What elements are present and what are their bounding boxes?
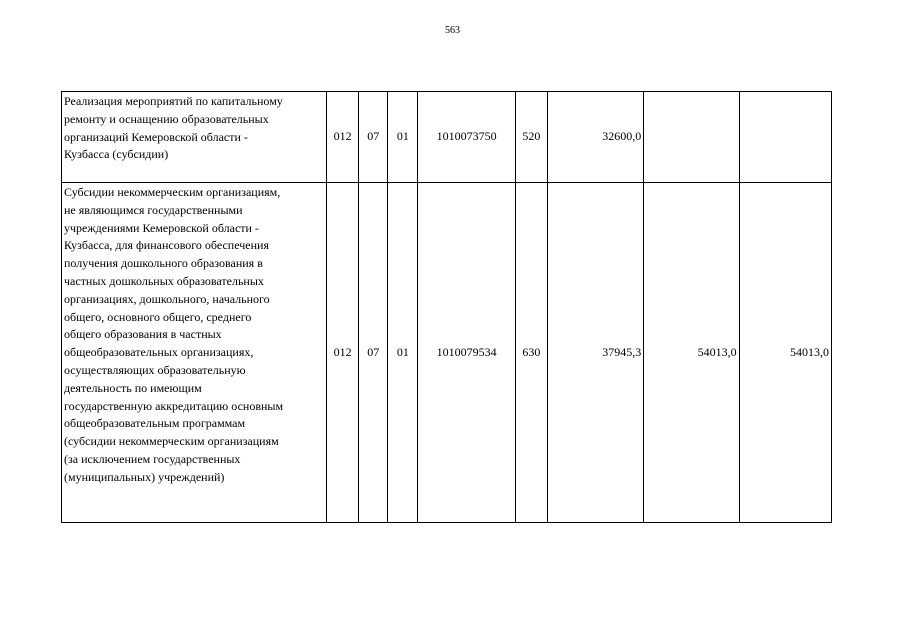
ministry-code: 012 — [327, 183, 359, 523]
amount-year-3: 54013,0 — [739, 183, 831, 523]
subsection-code: 01 — [388, 92, 418, 183]
page-number: 563 — [445, 25, 460, 36]
amount-year-2: 54013,0 — [644, 183, 739, 523]
amount-year-1: 32600,0 — [547, 92, 643, 183]
amount-year-2 — [644, 92, 739, 183]
row-description: Субсидии некоммерческим организациям, не являющимся государственными учреждениями Кемеровской области - Кузбасса, для финансового обеспечения получения дошкольного образования в частных дошкольных образовательных организациях, дошкольного, начального общего, основного общего, среднего общего образования в частных общеобразовательных организациях, осуществляющих образовательную деятельность по имеющим государственную аккредитацию основным общеобразовательным программам (субсидии некоммерческим организациям (за исключением государственных (муниципальных) учреждений) — [62, 183, 327, 523]
expense-type-code: 630 — [515, 183, 547, 523]
table-row — [62, 183, 832, 523]
target-article-code: 1010073750 — [418, 92, 515, 183]
section-code: 07 — [359, 92, 388, 183]
budget-table — [61, 91, 832, 523]
amount-year-1: 37945,3 — [547, 183, 643, 523]
ministry-code: 012 — [327, 92, 359, 183]
target-article-code: 1010079534 — [418, 183, 515, 523]
expense-type-code: 520 — [515, 92, 547, 183]
section-code: 07 — [359, 183, 388, 523]
row-description: Реализация мероприятий по капитальному ремонту и оснащению образовательных организаций Кемеровской области - Кузбасса (субсидии) — [62, 92, 327, 183]
table-row — [62, 92, 832, 183]
amount-year-3 — [739, 92, 831, 183]
subsection-code: 01 — [388, 183, 418, 523]
